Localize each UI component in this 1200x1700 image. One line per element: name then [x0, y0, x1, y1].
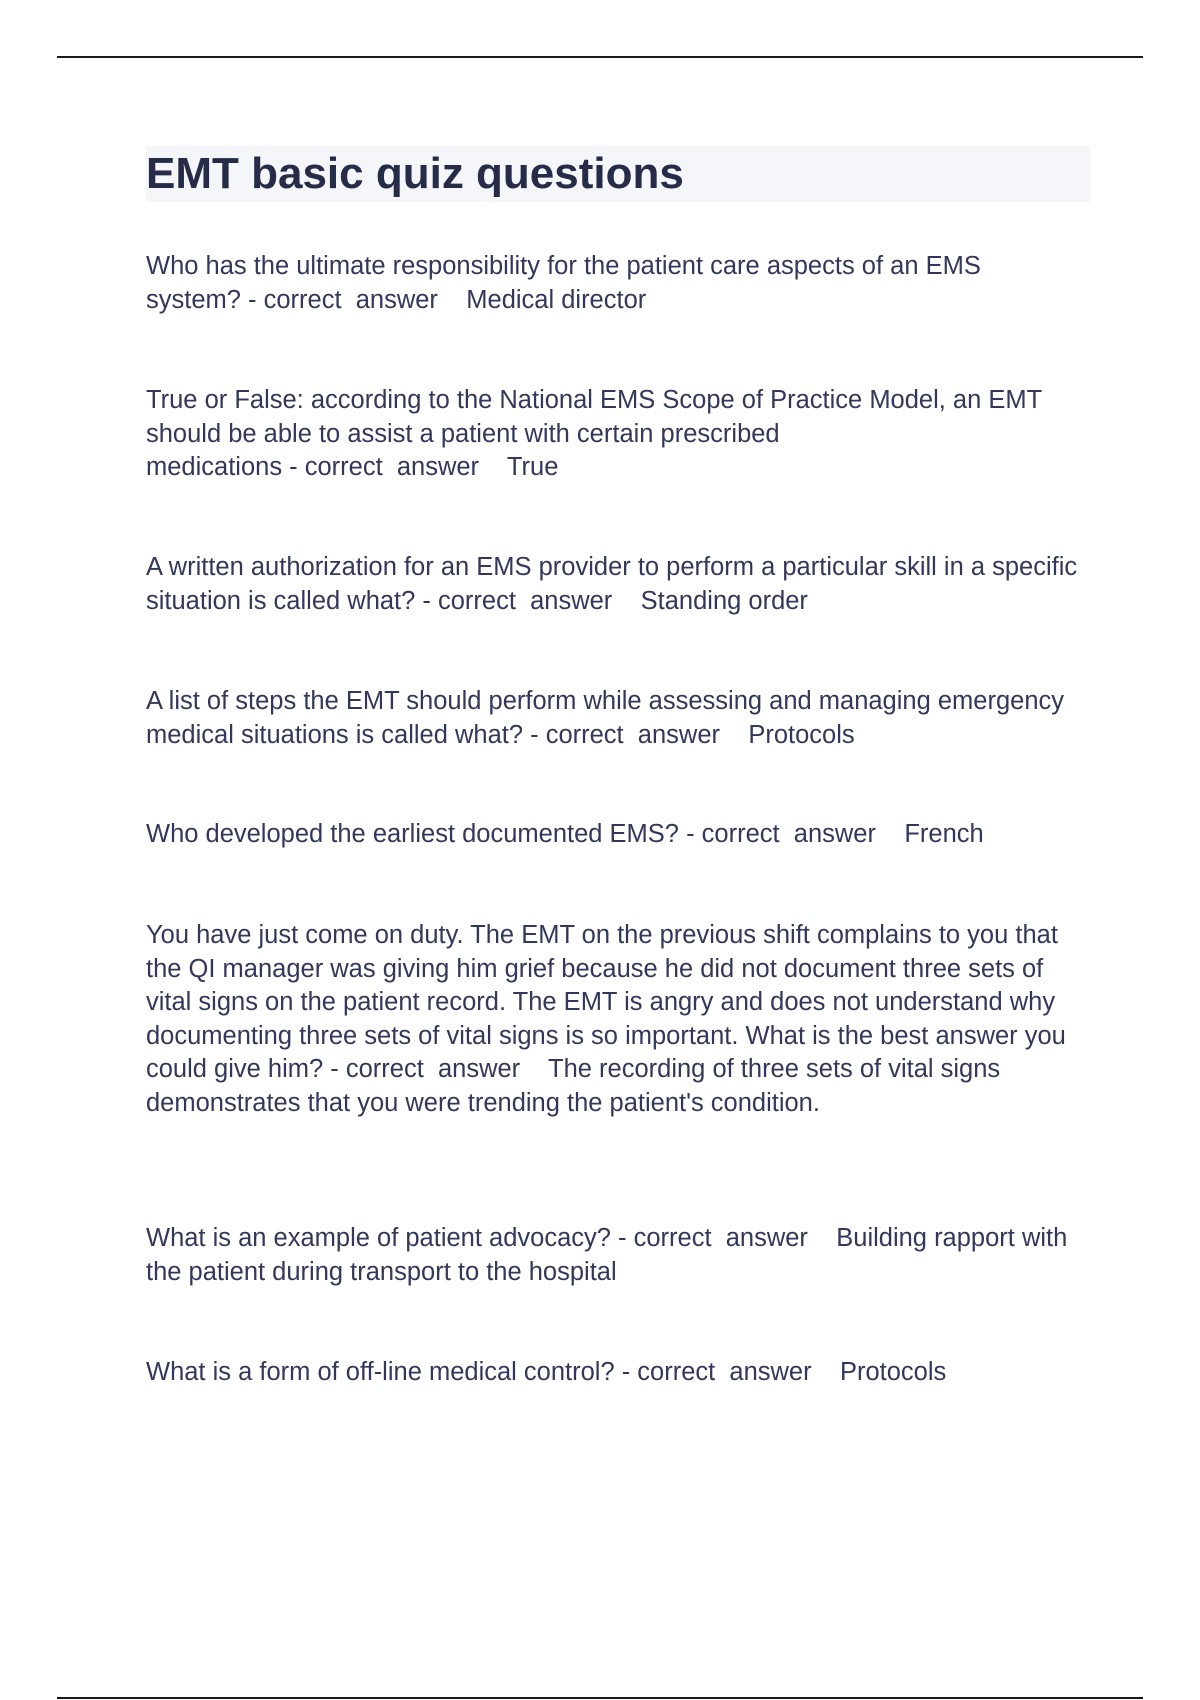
answer-text: Protocols — [748, 720, 855, 749]
qa-item-2 — [146, 384, 1090, 485]
footer-rule — [57, 1697, 1143, 1699]
answer-separator: - correct answer — [523, 720, 749, 749]
question-text: A written authorization for an EMS provider to perform a particular skill in a specific situation is called what? — [146, 553, 1085, 615]
answer-text: True — [506, 453, 559, 481]
answer-text: The recording of three sets of vital signs demonstrates that you were trending the patient's condition. — [146, 1055, 1008, 1117]
qa-item-6 — [146, 919, 1090, 1120]
answer-separator: - correct answer — [282, 453, 507, 481]
answer-text: Standing order — [640, 586, 808, 615]
answer-separator: - correct answer — [679, 820, 905, 848]
answer-text: French — [904, 820, 984, 848]
question-text: True or False: according to the National EMS Scope of Practice Model, an EMT should be able to assist a patient with certain prescribed medications — [146, 386, 1049, 481]
answer-text: Protocols — [839, 1358, 947, 1386]
qa-item-8 — [146, 1356, 1090, 1390]
answer-separator: - correct answer — [614, 1358, 840, 1386]
question-text: What is an example of patient advocacy? — [146, 1224, 611, 1252]
answer-text: Building rapport with the patient during transport to the hospital — [146, 1224, 1075, 1286]
answer-separator: - correct answer — [323, 1055, 549, 1083]
question-text: A list of steps the EMT should perform while assessing and managing emergency medical situations is called what? — [146, 687, 1072, 749]
document-title: EMT basic quiz questions — [146, 149, 684, 198]
question-text: What is a form of off-line medical control? — [146, 1358, 615, 1386]
question-text: You have just come on duty. The EMT on the previous shift complains to you that the QI manager was giving him grief because he did not document three sets of vital signs on the patient record. The EMT is angry and does not understand why documenting three sets of vital signs is so important. What is the best answer you could give him? — [146, 921, 1073, 1083]
qa-item-7 — [146, 1222, 1090, 1289]
qa-item-5 — [146, 818, 1090, 852]
question-text: Who developed the earliest documented EMS? — [146, 820, 679, 848]
answer-text: Medical director — [466, 285, 647, 314]
question-text: Who has the ultimate responsibility for the patient care aspects of an EMS system? — [146, 252, 988, 314]
answer-separator: - correct answer — [240, 285, 467, 314]
qa-item-4 — [146, 685, 1090, 752]
qa-item-3 — [146, 551, 1090, 618]
qa-item-1 — [146, 250, 1090, 317]
answer-separator: - correct answer — [610, 1224, 837, 1252]
header-rule — [57, 56, 1143, 58]
answer-separator: - correct answer — [415, 586, 641, 615]
